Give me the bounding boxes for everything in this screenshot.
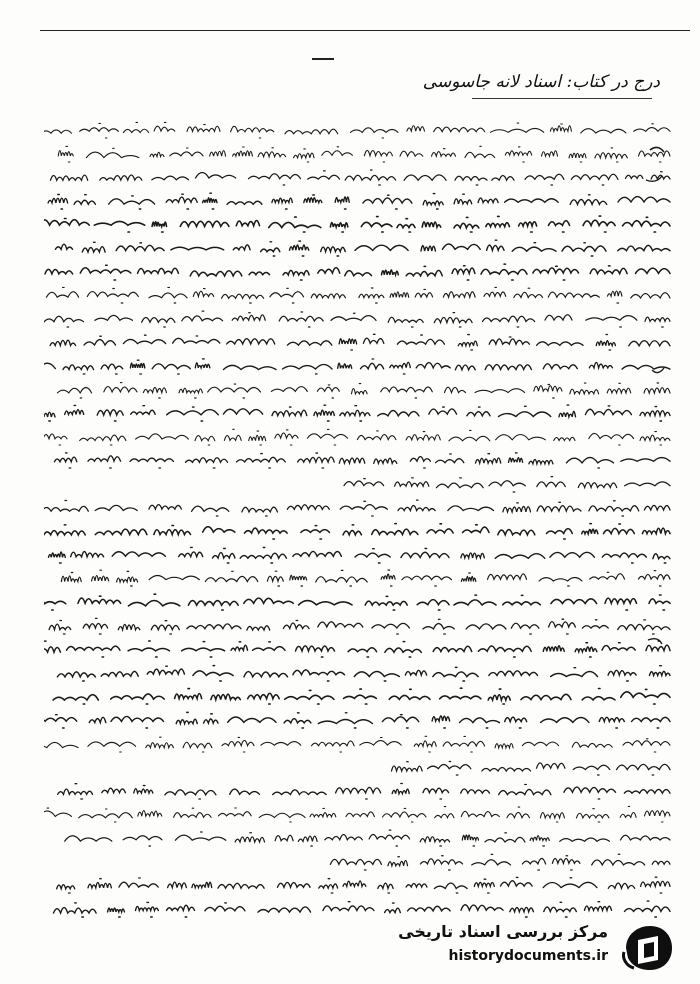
- scribble-stroke: [53, 689, 670, 705]
- handwriting-scribble: [44, 661, 674, 683]
- handwriting-scribble: [44, 684, 674, 706]
- scribble-stroke: [57, 877, 670, 893]
- handwriting-scribble: [44, 212, 674, 234]
- handwritten-line: [44, 684, 674, 706]
- scribble-stroke: [44, 736, 670, 752]
- scribble-stroke: [44, 807, 670, 823]
- scribble-stroke: [54, 453, 670, 468]
- scribble-stroke: [61, 570, 670, 586]
- handwritten-line: [44, 401, 674, 423]
- top-dash-mark: [312, 58, 334, 60]
- handwriting-scribble: [44, 802, 674, 824]
- handwritten-line: [44, 260, 674, 282]
- handwriting-scribble: [44, 637, 674, 659]
- handwritten-line: [44, 118, 674, 140]
- handwriting-scribble: [44, 614, 674, 636]
- handwritten-line: [44, 307, 674, 329]
- handwritten-line: [44, 330, 674, 352]
- scribble-stroke: [49, 618, 670, 634]
- handwritten-line: [44, 189, 674, 211]
- handwritten-line: [44, 661, 674, 683]
- scribble-stroke: [57, 665, 670, 680]
- handwriting-scribble: [44, 590, 674, 612]
- handwriting-scribble: [44, 873, 674, 895]
- header-underline: [472, 98, 652, 99]
- handwriting-scribble: [44, 283, 674, 305]
- handwritten-line: [44, 850, 674, 872]
- handwriting-scribble: [44, 330, 674, 352]
- scribble-stroke: [58, 783, 670, 799]
- handwriting-scribble: [44, 566, 674, 588]
- scribble-stroke: [65, 830, 670, 846]
- handwriting-scribble: [44, 354, 674, 376]
- scribble-stroke: [344, 477, 670, 492]
- handwritten-line: [44, 566, 674, 588]
- scribble-stroke: [49, 547, 671, 563]
- handwritten-line: [44, 378, 674, 400]
- handwriting-scribble: [44, 260, 674, 282]
- handwriting-scribble: [44, 732, 674, 754]
- handwriting-scribble: [44, 401, 674, 423]
- handwriting-scribble: [44, 236, 674, 258]
- handwriting-scribble: [44, 142, 674, 164]
- handwriting-scribble: [44, 543, 674, 565]
- handwritten-line: [44, 354, 674, 376]
- handwritten-line: [44, 425, 674, 447]
- scribble-stroke: [48, 193, 670, 209]
- handwritten-line: [44, 236, 674, 258]
- scribble-stroke: [57, 382, 670, 397]
- handwritten-line: [44, 142, 674, 164]
- handwriting-scribble: [44, 378, 674, 400]
- handwriting-scribble: [44, 472, 674, 494]
- scribble-stroke: [54, 901, 671, 917]
- handwriting-scribble: [44, 519, 674, 541]
- handwritten-line: [44, 448, 674, 470]
- handwritten-line: [44, 212, 674, 234]
- handwritten-line: [44, 519, 674, 541]
- handwritten-line: [44, 897, 674, 918]
- handwriting-scribble: [44, 118, 674, 140]
- handwriting-scribble: [44, 826, 674, 848]
- scribble-stroke: [44, 358, 670, 374]
- handwriting-scribble: [44, 779, 674, 801]
- margin-annotations: [640, 120, 670, 890]
- scribble-stroke: [44, 500, 670, 516]
- scribble-stroke: [51, 170, 671, 185]
- handwriting-scribble: [44, 850, 674, 872]
- handwritten-line: [44, 472, 674, 494]
- watermark-footer: [398, 918, 690, 978]
- scribble-stroke: [44, 594, 670, 610]
- scribble-stroke: [44, 405, 670, 421]
- handwritten-line: [44, 543, 674, 565]
- handwritten-line: [44, 755, 674, 777]
- header-text: درج در کتاب: اسناد لانه جاسوسی: [422, 72, 660, 92]
- handwriting-scribble: [44, 425, 674, 447]
- handwriting-scribble: [44, 307, 674, 329]
- handwritten-line: [44, 590, 674, 612]
- handwriting-scribble: [44, 708, 674, 730]
- scribble-stroke: [44, 429, 670, 445]
- footer-title: مرکز بررسی اسناد تاریخی: [398, 922, 608, 941]
- footer-url: historydocuments.ir: [448, 948, 608, 964]
- scribble-stroke: [58, 146, 670, 162]
- scribble-stroke: [45, 264, 670, 280]
- handwriting-scribble: [44, 448, 674, 470]
- handwritten-line: [44, 802, 674, 824]
- scribble-stroke: [44, 311, 670, 327]
- handwritten-line: [44, 732, 674, 754]
- top-rule-divider: [40, 30, 690, 31]
- handwritten-line: [44, 826, 674, 848]
- scribble-stroke: [391, 762, 670, 776]
- handwritten-line: [44, 637, 674, 659]
- history-documents-logo-icon: [620, 922, 676, 974]
- handwritten-line: [44, 708, 674, 730]
- scribble-stroke: [55, 240, 670, 256]
- document-header: [422, 72, 660, 98]
- handwritten-line: [44, 614, 674, 636]
- scribble-stroke: [44, 216, 670, 232]
- scribble-stroke: [330, 854, 670, 870]
- handwritten-line: [44, 496, 674, 518]
- handwriting-scribble: [44, 189, 674, 211]
- handwritten-line: [44, 779, 674, 801]
- handwritten-line: [44, 283, 674, 305]
- handwriting-scribble: [44, 496, 674, 518]
- handwritten-body: [44, 118, 674, 918]
- handwriting-scribble: [44, 755, 674, 777]
- handwritten-line: [44, 873, 674, 895]
- scribble-stroke: [47, 288, 671, 304]
- handwritten-line: [44, 165, 674, 187]
- scribble-stroke: [44, 712, 670, 728]
- scribble-stroke: [44, 524, 670, 539]
- handwriting-scribble: [44, 897, 674, 918]
- scribble-stroke: [50, 335, 670, 351]
- scribble-stroke: [44, 122, 670, 138]
- handwriting-scribble: [44, 165, 674, 187]
- scribble-stroke: [44, 641, 670, 657]
